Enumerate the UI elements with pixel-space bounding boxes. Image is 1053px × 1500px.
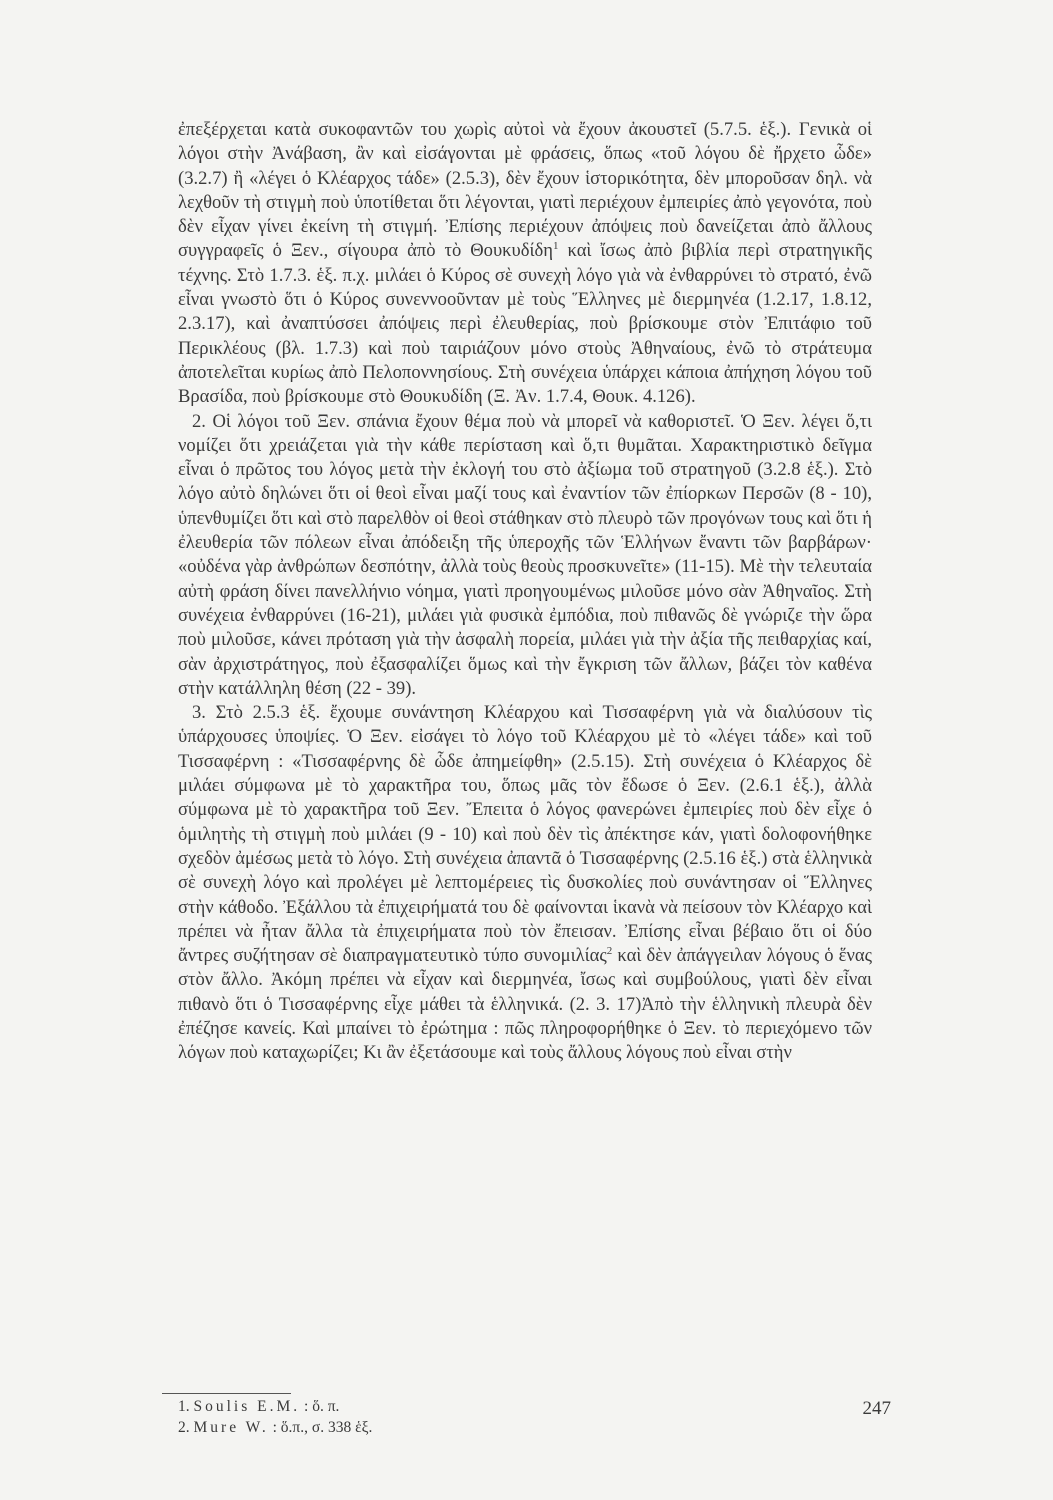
- footnote-1: 1. Soulis E.M. : ὅ. π.: [178, 1398, 340, 1415]
- paragraph-1: ἐπεξέρχεται κατὰ συκοφαντῶν του χωρὶς αὐτοὶ νὰ ἔχουν ἀκουστεῖ (5.7.5. ἑξ.). Γενικὰ οἱ λόγοι στὴν Ἀνάβαση, ἂν καὶ εἰσάγονται μὲ φράσεις, ὅπως «τοῦ λόγου δὲ ἤρχετο ὧδε» (3.2.7) ἢ «λέγει ὁ Κλέαρχος τάδε» (2.5.3), δὲν ἔχουν ἱστορικότητα, δὲν μποροῦσαν δηλ. νὰ λεχθοῦν τὴ στιγμὴ ποὺ ὑποτίθεται ὅτι λέγονται, γιατὶ περιέχουν ἐμπειρίες ἀπὸ γεγονότα, ποὺ δὲν εἶχαν γίνει ἐκείνη τὴ στιγμή. Ἐπίσης περιέχουν ἀπόψεις ποὺ δανείζεται ἀπὸ ἄλλους συγγραφεῖς ὁ Ξεν., σίγουρα ἀπὸ τὸ Θουκυδίδη$^1$ καὶ ἴσως ἀπὸ βιβλία περὶ στρατηγικῆς τέχνης. Στὸ 1.7.3. ἑξ. π.χ. μιλάει ὁ Κύρος σὲ συνεχὴ λόγο γιὰ νὰ ἐνθαρρύνει τὸ στρατό, ἐνῶ εἶναι γνωστὸ ὅτι ὁ Κύρος συνεννοοῦνταν μὲ τοὺς Ἕλληνες μὲ διερμηνέα (1.2.17, 1.8.12, 2.3.17), καὶ ἀναπτύσσει ἀπόψεις περὶ ἐλευθερίας, ποὺ βρίσκουμε στὸν Ἐπιτάφιο τοῦ Περικλέους (βλ. 1.7.3) καὶ ποὺ ταιριάζουν μόνο στοὺς Ἀθηναίους, ἐνῶ τὸ στράτευμα ἀποτελεῖται κυρίως ἀπὸ Πελοποννησίους. Στὴ συνέχεια ὑπάρχει κάποια ἀπήχηση λόγου τοῦ Βρασίδα, ποὺ βρίσκουμε στὸ Θουκυδίδη (Ξ. Ἀν. 1.7.4, Θουκ. 4.126).: [178, 119, 872, 408]
- footnote-divider: [162, 1393, 291, 1394]
- page-number: 247: [862, 1398, 891, 1419]
- footnote-2: 2. Mure W. : ὅ.π., σ. 338 ἑξ.: [178, 1419, 373, 1436]
- footnote-ref-2: 2: [606, 944, 613, 957]
- paragraph-3: 3. Στὸ 2.5.3 ἑξ. ἔχουμε συνάντηση Κλέαρχου καὶ Τισσαφέρνη γιὰ νὰ διαλύσουν τὶς ὑπάρχουσες ὑποψίες. Ὁ Ξεν. εἰσάγει τὸ λόγο τοῦ Κλέαρχου μὲ τὸ «λέγει τάδε» καὶ τοῦ Τισσαφέρνη : «Τισσαφέρνης δὲ ὧδε ἀπημείφθη» (2.5.15). Στὴ συνέχεια ὁ Κλέαρχος δὲ μιλάει σύμφωνα μὲ τὸ χαρακτῆρα του, ὅπως μᾶς τὸν ἔδωσε ὁ Ξεν. (2.6.1 ἑξ.), ἀλλὰ σύμφωνα μὲ τὸ χαρακτῆρα τοῦ Ξεν. Ἔπειτα ὁ λόγος φανερώνει ἐμπειρίες ποὺ δὲν εἶχε ὁ ὁμιλητὴς τὴ στιγμὴ ποὺ μιλάει (9 - 10) καὶ ποὺ δὲν τὶς ἀπέκτησε κάν, γιατὶ δολοφονήθηκε σχεδὸν ἀμέσως μετὰ τὸ λόγο. Στὴ συνέχεια ἀπαντᾶ ὁ Τισσαφέρνης (2.5.16 ἑξ.) στὰ ἑλληνικὰ σὲ συνεχὴ λόγο καὶ προλέγει μὲ λεπτομέρειες τὶς δυσκολίες ποὺ συνάντησαν οἱ Ἕλληνες στὴν κάθοδο. Ἐξάλλου τὰ ἐπιχειρήματά του δὲ φαίνονται ἱκανὰ νὰ πείσουν τὸν Κλέαρχο καὶ πρέπει νὰ ἦταν ἄλλα τὰ ἐπιχειρήματα ποὺ τὸν ἔπεισαν. Ἐπίσης εἶναι βέβαιο ὅτι οἱ δύο ἄντρες συζήτησαν σὲ διαπραγματευτικὸ τύπο συνομιλίας$^2$ καὶ δὲν ἀπάγγειλαν λόγους ὁ ἕνας στὸν ἄλλο. Ἀκόμη πρέπει νὰ εἶχαν καὶ διερμηνέα, ἴσως καὶ συμβούλους, γιατὶ δὲν εἶναι πιθανὸ ὅτι ὁ Τισσαφέρνης εἶχε μάθει τὰ ἑλληνικά. (2. 3. 17)Ἀπὸ τὴν ἑλληνικὴ πλευρὰ δὲν ἐπέζησε κανείς. Καὶ μπαίνει τὸ ἐρώτημα : πῶς πληροφορήθηκε ὁ Ξεν. τὸ περιεχόμενο τῶν λόγων ποὺ καταχωρίζει; Κι ἂν ἐξετάσουμε καὶ τοὺς ἄλλους λόγους ποὺ εἶναι στὴν: [178, 702, 873, 1064]
- main-text: [178, 118, 872, 1066]
- paragraph-2: 2. Οἱ λόγοι τοῦ Ξεν. σπάνια ἔχουν θέμα ποὺ νὰ μπορεῖ νὰ καθοριστεῖ. Ὁ Ξεν. λέγει ὅ,τι νομίζει ὅτι χρειάζεται γιὰ τὴν κάθε περίσταση καὶ ὅ,τι θυμᾶται. Χαρακτηριστικὸ δεῖγμα εἶναι ὁ πρῶτος του λόγος μετὰ τὴν ἐκλογή του στὸ ἀξίωμα τοῦ στρατηγοῦ (3.2.8 ἑξ.). Στὸ λόγο αὐτὸ δηλώνει ὅτι οἱ θεοὶ εἶναι μαζί τους καὶ ἐναντίον τῶν ἐπίορκων Περσῶν (8 - 10), ὑπενθυμίζει ὅτι καὶ στὸ παρελθὸν οἱ θεοὶ στάθηκαν στὸ πλευρὸ τῶν προγόνων τους καὶ ὅτι ἡ ἐλευθερία τῶν πόλεων εἶναι ἀπόδειξη τῆς ὑπεροχῆς τῶν Ἑλλήνων ἔναντι τῶν βαρβάρων· «οὐδένα γὰρ ἀνθρώπων δεσπότην, ἀλλὰ τοὺς θεοὺς προσκυνεῖτε» (11-15). Μὲ τὴν τελευταία αὐτὴ φράση δίνει πανελλήνιο νόημα, γιατὶ προηγουμένως μιλοῦσε μόνο σὰν Ἀθηναῖος. Στὴ συνέχεια ἐνθαρρύνει (16-21), μιλάει γιὰ φυσικὰ ἐμπόδια, ποὺ πιθανῶς δὲ γνώριζε τὴν ὥρα ποὺ μιλοῦσε, κάνει πρόταση γιὰ τὴν ἀσφαλὴ πορεία, μιλάει γιὰ τὴν ἀξία τῆς πειθαρχίας καί, σὰν ἀρχιστράτηγος, ποὺ ἐξασφαλίζει ὅμως καὶ τὴν ἔγκριση τῶν ἄλλων, βάζει τὸν καθένα στὴν κατάλληλη θέση (22 - 39).: [178, 410, 872, 699]
- footnote-ref-1: 1: [553, 240, 559, 253]
- footnotes: [178, 1396, 678, 1438]
